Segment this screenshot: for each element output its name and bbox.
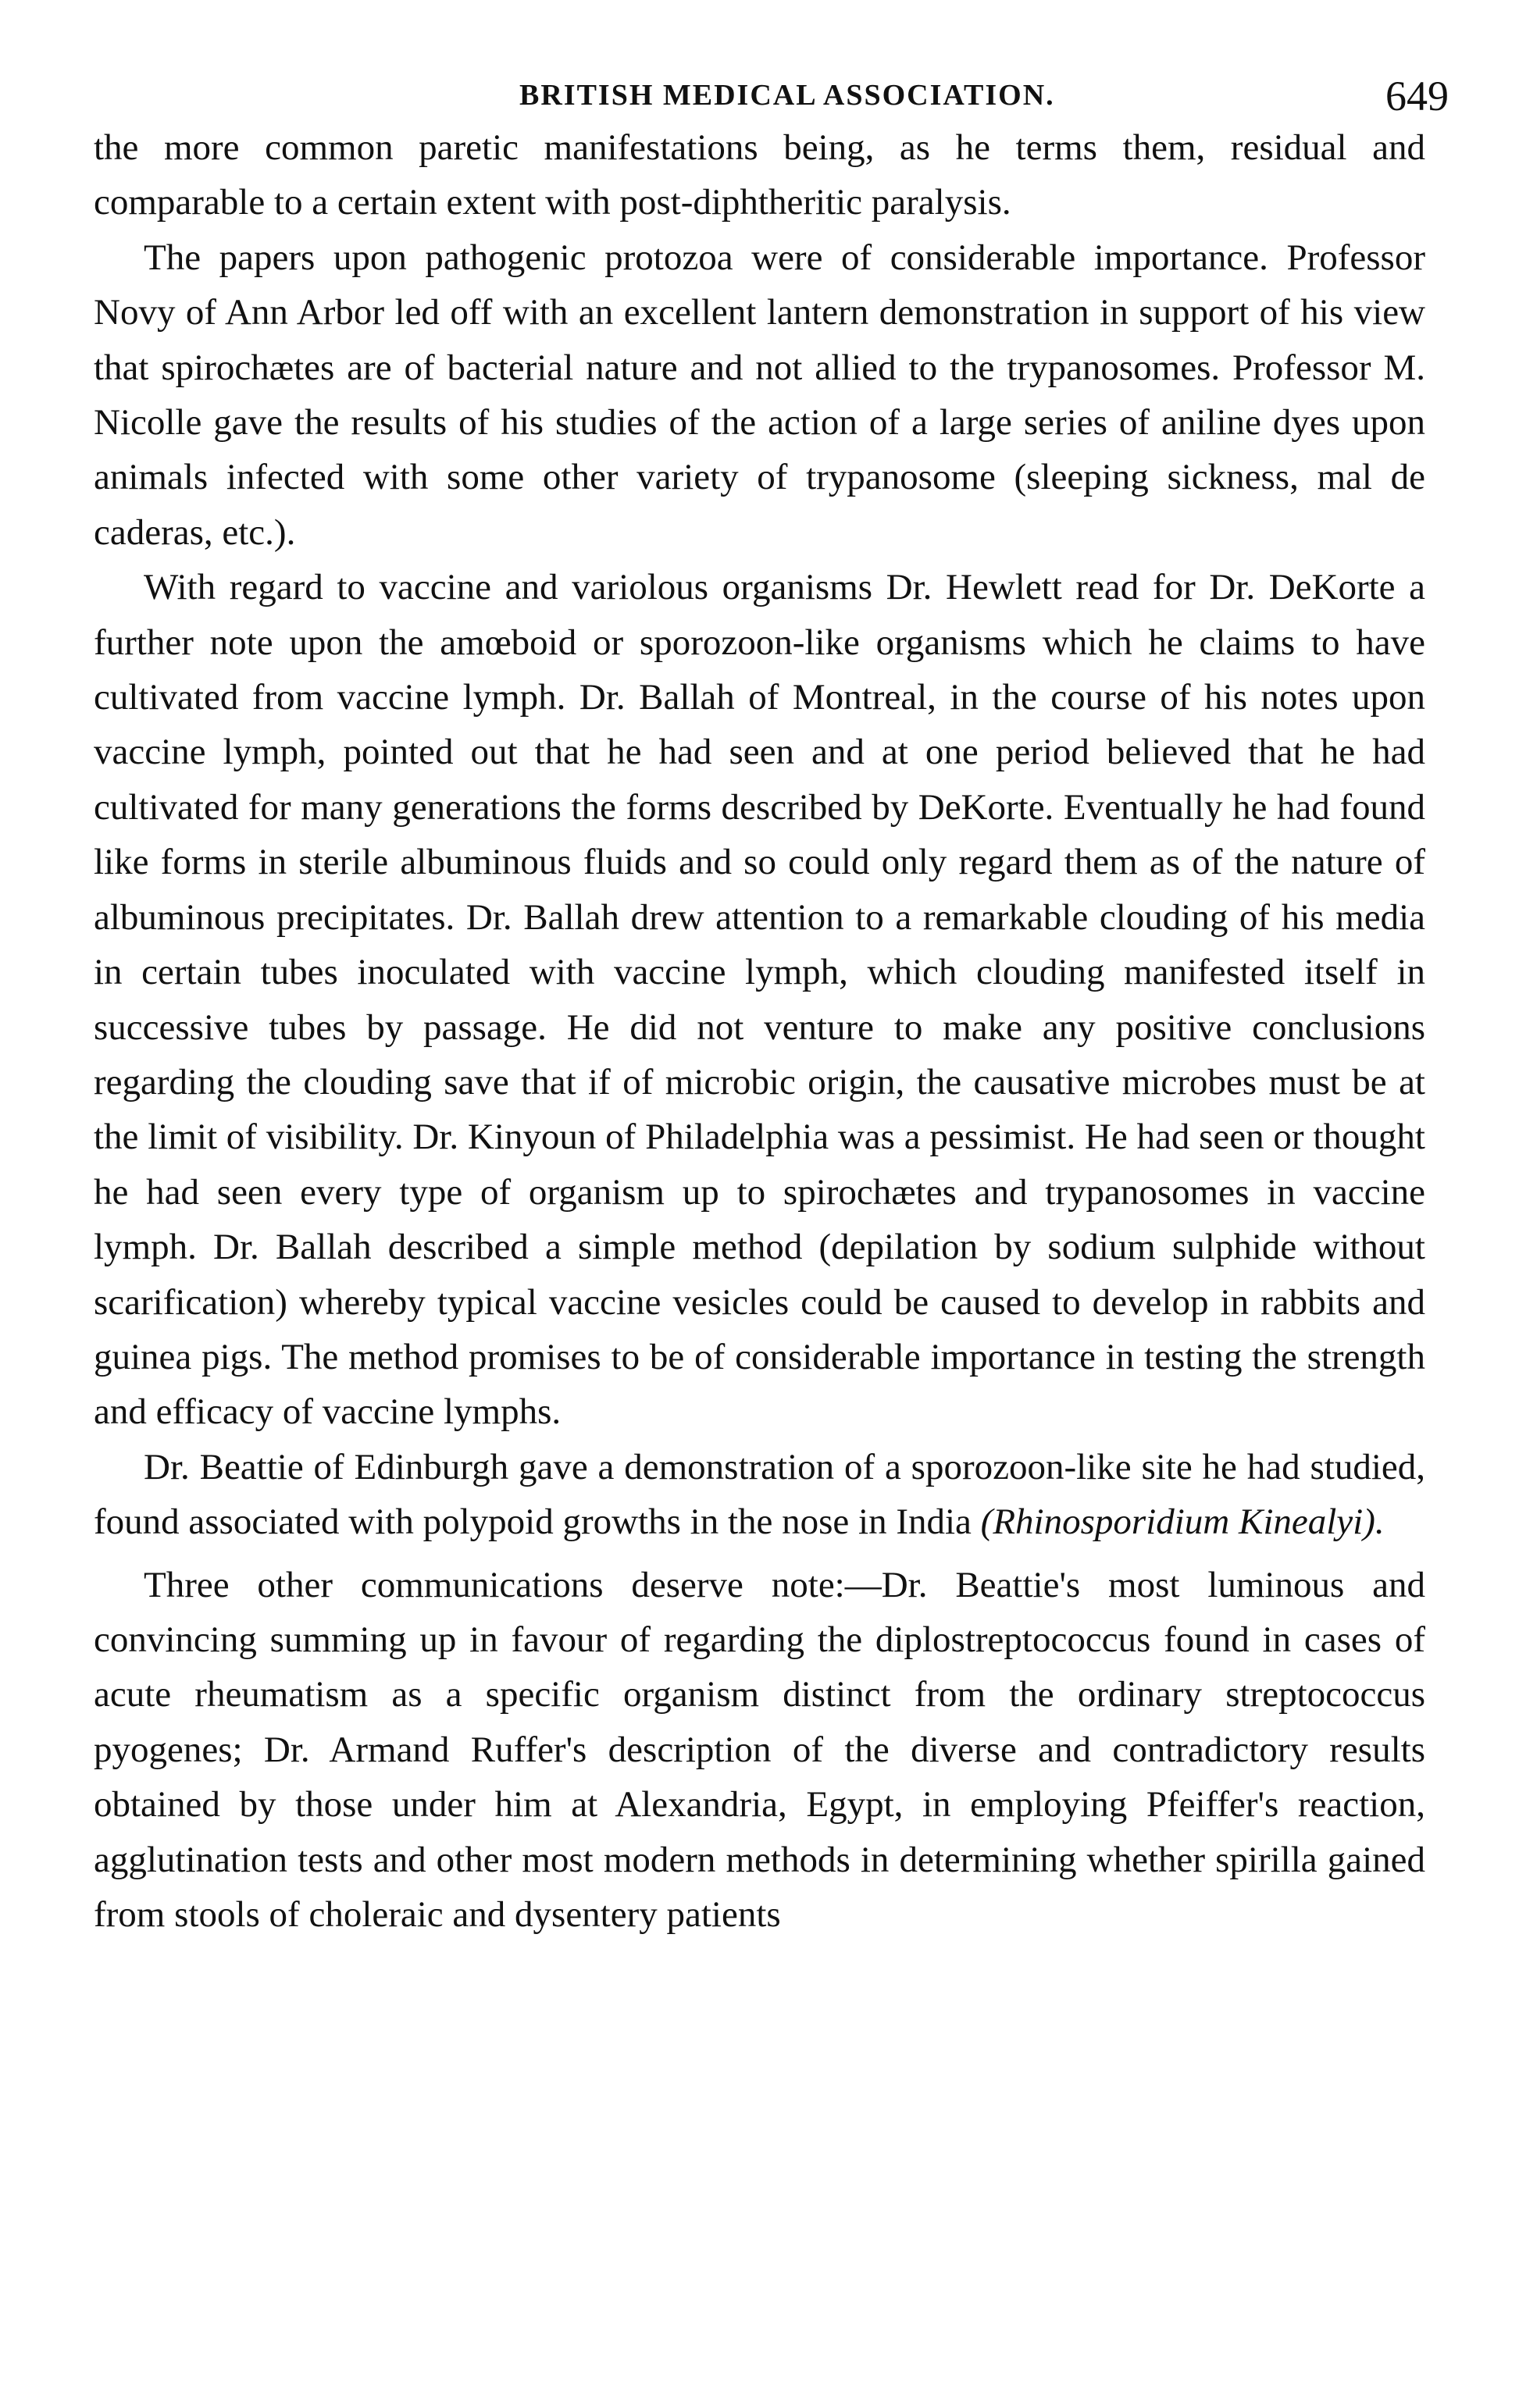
body-text	[94, 120, 1425, 1942]
paragraph-other-communications: Three other communications deserve note:—Dr. Beattie's most luminous and convincing summing up in favour of regarding the diplostreptococcus found in cases of acute rheumatism as a specific organism distinct from the ordinary streptococcus pyogenes; Dr. Armand Ruffer's description of the diverse and contradictory results obtained by those under him at Alexandria, Egypt, in employing Pfeiffer's reaction, agglutination tests and other most modern methods in determining whether spirilla gained from stools of choleraic and dysentery patients	[94, 1564, 1425, 1935]
running-title: BRITISH MEDICAL ASSOCIATION.	[519, 79, 1055, 112]
paragraph-continued: the more common paretic manifestations being, as he terms them, residual and comparable to a certain extent with post-diphtheritic paralysis.	[94, 127, 1425, 223]
paragraph-protozoa: The papers upon pathogenic protozoa were of considerable importance. Professor Novy of Ann Arbor led off with an excellent lantern demonstration in support of his view that spirochætes are of bacterial nature and not allied to the trypanosomes. Professor M. Nicolle gave the results of his studies of the action of a large series of aniline dyes upon animals infected with some other variety of trypanosome (sleeping sickness, mal de caderas, etc.).	[94, 237, 1425, 553]
page-number: 649	[1385, 73, 1449, 119]
paragraph-vaccine-organisms: With regard to vaccine and variolous organisms Dr. Hewlett read for Dr. DeKorte a further note upon the amœboid or sporozoon-like organisms which he claims to have cultivated from vaccine lymph. Dr. Ballah of Montreal, in the course of his notes upon vaccine lymph, pointed out that he had seen and at one period believed that he had cultivated for many generations the forms described by DeKorte. Eventually he had found like forms in sterile albuminous fluids and so could only regard them as of the nature of albuminous precipitates. Dr. Ballah drew attention to a remarkable clouding of his media in certain tubes inoculated with vaccine lymph, which clouding manifested itself in successive tubes by passage. He did not venture to make any positive conclusions regarding the clouding save that if of microbic origin, the causative microbes must be at the limit of visibility. Dr. Kinyoun of Philadelphia was a pessimist. He had seen or thought he had seen every type of organism up to spirochætes and trypanosomes in vaccine lymph. Dr. Ballah described a simple method (depilation by sodium sulphide without scarification) whereby typical vaccine vesicles could be caused to develop in rabbits and guinea pigs. The method promises to be of considerable importance in testing the strength and efficacy of vaccine lymphs.	[94, 567, 1425, 1433]
paragraph-beattie-sporozoon	[94, 1440, 1425, 1550]
species-name: (Rhinosporidium Kinealyi).	[980, 1501, 1385, 1543]
running-head	[94, 72, 1449, 119]
paragraph-beattie-text: Dr. Beattie of Edinburgh gave a demonstration of a sporozoon-like site he had studied, found associated with polypoid growths in the nose in India	[94, 1446, 1425, 1543]
